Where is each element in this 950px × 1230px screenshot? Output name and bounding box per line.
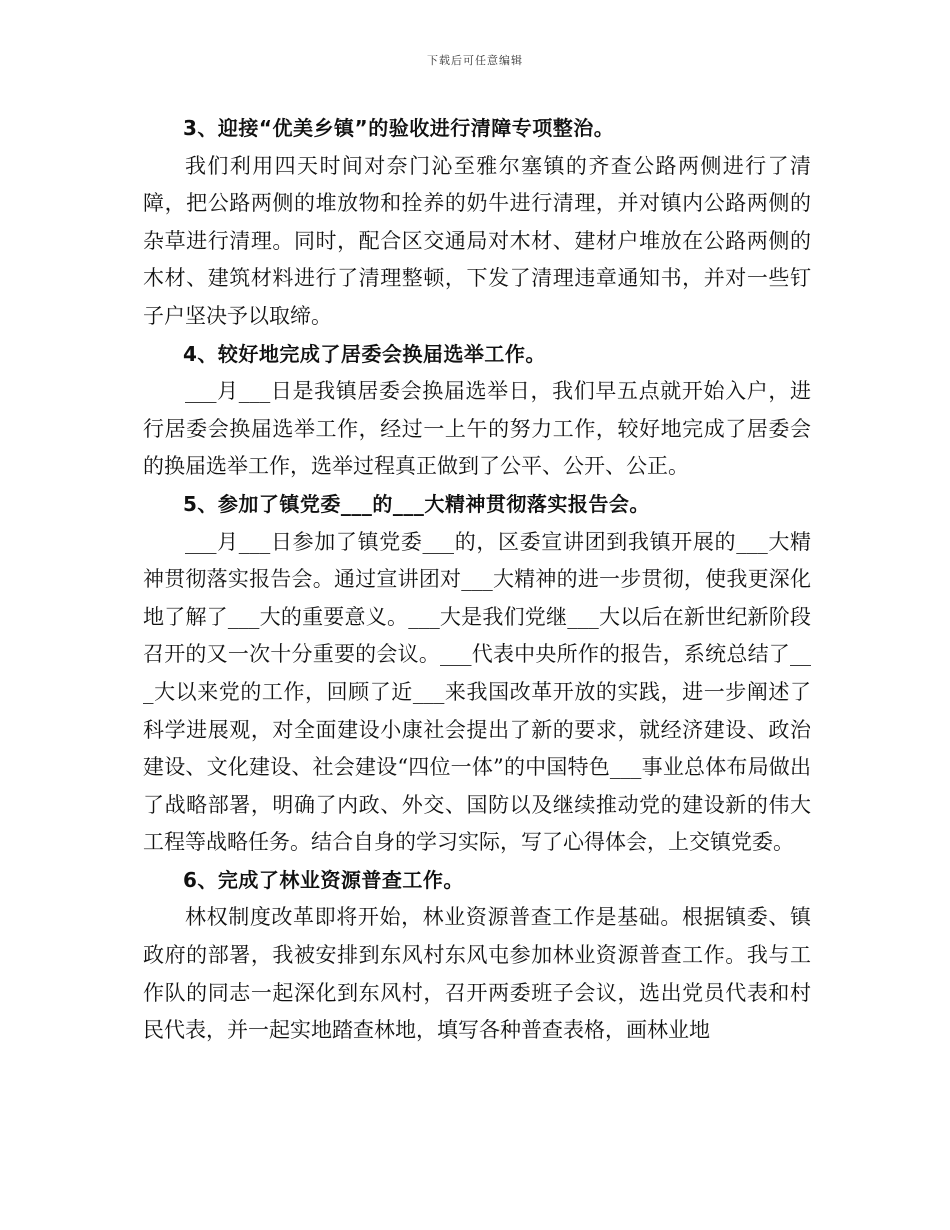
section-heading-6: 6、完成了林业资源普查工作。 — [183, 867, 464, 892]
section-paragraph-4: ___月___日是我镇居委会换届选举日，我们早五点就开始入户，进行居委会换届选举工作，经过一上午的努力工作，较好地完成了居委会的换届选举工作，选举过程真正做到了公平、公开、公正。 — [143, 379, 811, 479]
section-paragraph-3: 我们利用四天时间对奈门沁至雅尔塞镇的齐查公路两侧进行了清障，把公路两侧的堆放物和拴养的奶牛进行清理，并对镇内公路两侧的杂草进行清理。同时，配合区交通局对木材、建材户堆放在公路两侧的木材、建筑材料进行了清理整顿，下发了清理违章通知书，并对一些钉子户坚决予以取缔。 — [143, 153, 811, 328]
section-paragraph-5: ___月___日参加了镇党委___的，区委宣讲团到我镇开展的___大精神贯彻落实报告会。通过宣讲团对___大精神的进一步贯彻，使我更深化地了解了___大的重要意义。___大是我们党继___大以后在新世纪新阶段召开的又一次十分重要的会议。___代表中央所作的报告，系统总结了___大以来党的工作，回顾了近___来我国改革开放的实践，进一步阐述了科学进展观，对全面建设小康社会提出了新的要求，就经济建设、政治建设、文化建设、社会建设“四位一体”的中国特色___事业总体布局做出了战略部署，明确了内政、外交、国防以及继续推动党的建设新的伟大工程等战略任务。结合自身的学习实际，写了心得体会，上交镇党委。 — [143, 529, 811, 855]
section-heading-3: 3、迎接“优美乡镇”的验收进行清障专项整治。 — [183, 116, 615, 140]
section-heading-5: 5、参加了镇党委___的___大精神贯彻落实报告会。 — [183, 491, 650, 516]
section-paragraph-6: 林权制度改革即将开始，林业资源普查工作是基础。根据镇委、镇政府的部署，我被安排到东风村东风屯参加林业资源普查工作。我与工作队的同志一起深化到东风村，召开两委班子会议，选出党员代表和村民代表，并一起实地踏查林地，填写各种普查表格，画林业地 — [143, 905, 811, 1043]
section-heading-4: 4、较好地完成了居委会换届选举工作。 — [183, 341, 546, 366]
document-body — [143, 110, 811, 1050]
page-header: 下载后可任意编辑 — [427, 54, 523, 67]
